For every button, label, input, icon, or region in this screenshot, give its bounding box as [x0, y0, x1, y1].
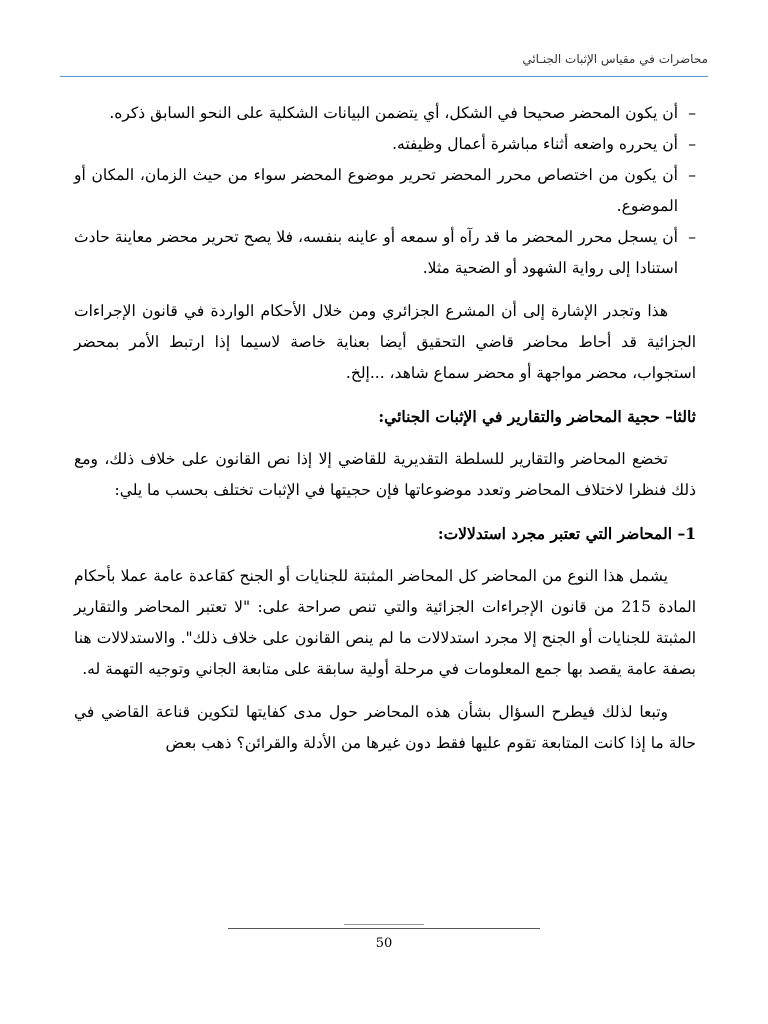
paragraph-sufficiency-question: وتبعا لذلك فيطرح السؤال بشأن هذه المحاضر حول مدى كفايتها لتكوين قناعة القاضي في حالة ما إذا كانت المتابعة تقوم عليها فقط دون غيرها من الأدلة والقرائن؟ ذهب بعض	[74, 703, 696, 752]
dash-marker: –	[688, 228, 696, 246]
running-header	[60, 42, 708, 77]
paragraph-article-215: يشمل هذا النوع من المحاضر كل المحاضر المثبتة للجنايات أو الجنح كقاعدة عامة عملا بأحكام المادة 215 من قانون الإجراءات الجزائية والتي تنص صراحة على: "لا تعتبر المحاضر والتقارير المثبتة للجنايات أو الجنح إلا مجرد استدلالات ما لم ينص القانون على خلاف ذلك". والاستدلالات هنا بصفة عامة يقصد بها جمع المعلومات في مرحلة أولية سابقة على متابعة الجاني وتوجيه التهمة له.	[74, 567, 696, 678]
dash-marker: –	[688, 104, 696, 122]
paragraph-discretionary-power: تخضع المحاضر والتقارير للسلطة التقديرية للقاضي إلا إذا نص القانون على خلاف ذلك، ومع ذلك فنظرا لاختلاف المحاضر وتعدد موضوعاتها فإن حجيتها في الإثبات تختلف بحسب ما يلي:	[74, 450, 696, 499]
list-item-text: أن يكون من اختصاص محرر المحضر تحرير موضوع المحضر سواء من حيث الزمان، المكان أو الموضوع.	[74, 166, 678, 215]
page-body	[74, 98, 696, 759]
footer-divider	[228, 928, 540, 935]
page-footer	[0, 928, 768, 953]
list-item	[74, 98, 696, 129]
header-title: محاضرات في مقياس الإثبات الجنـائي	[522, 52, 708, 66]
dash-marker: –	[688, 135, 696, 153]
subsection-heading-1: 1– المحاضر التي تعتبر مجرد استدلالات:	[437, 524, 696, 543]
paragraph-investigating-judge: هذا وتجدر الإشارة إلى أن المشرع الجزائري ومن خلال الأحكام الواردة في قانون الإجراءات الجزائية قد أحاط محاضر قاضي التحقيق أيضا بعناية خاصة لاسيما إذا ارتبط الأمر بمحضر استجواب، محضر مواجهة أو محضر سماع شاهد، ...إلخ.	[74, 302, 696, 382]
conditions-list	[74, 98, 696, 284]
section-heading-third: ثالثا– حجية المحاضر والتقارير في الإثبات الجنائي:	[378, 407, 696, 426]
list-item-text: أن يسجل محرر المحضر ما قد رآه أو سمعه أو عاينه بنفسه، فلا يصح تحرير محضر معاينة حادث استنادا إلى رواية الشهود أو الضحية مثلا.	[74, 228, 678, 277]
page-number: 50	[375, 936, 393, 951]
list-item	[74, 129, 696, 160]
list-item	[74, 160, 696, 222]
list-item-text: أن يحرره واضعه أثناء مباشرة أعمال وظيفته.	[392, 135, 678, 153]
list-item-text: أن يكون المحضر صحيحا في الشكل، أي يتضمن البيانات الشكلية على النحو السابق ذكره.	[109, 104, 678, 122]
list-item	[74, 222, 696, 284]
dash-marker: –	[688, 166, 696, 184]
